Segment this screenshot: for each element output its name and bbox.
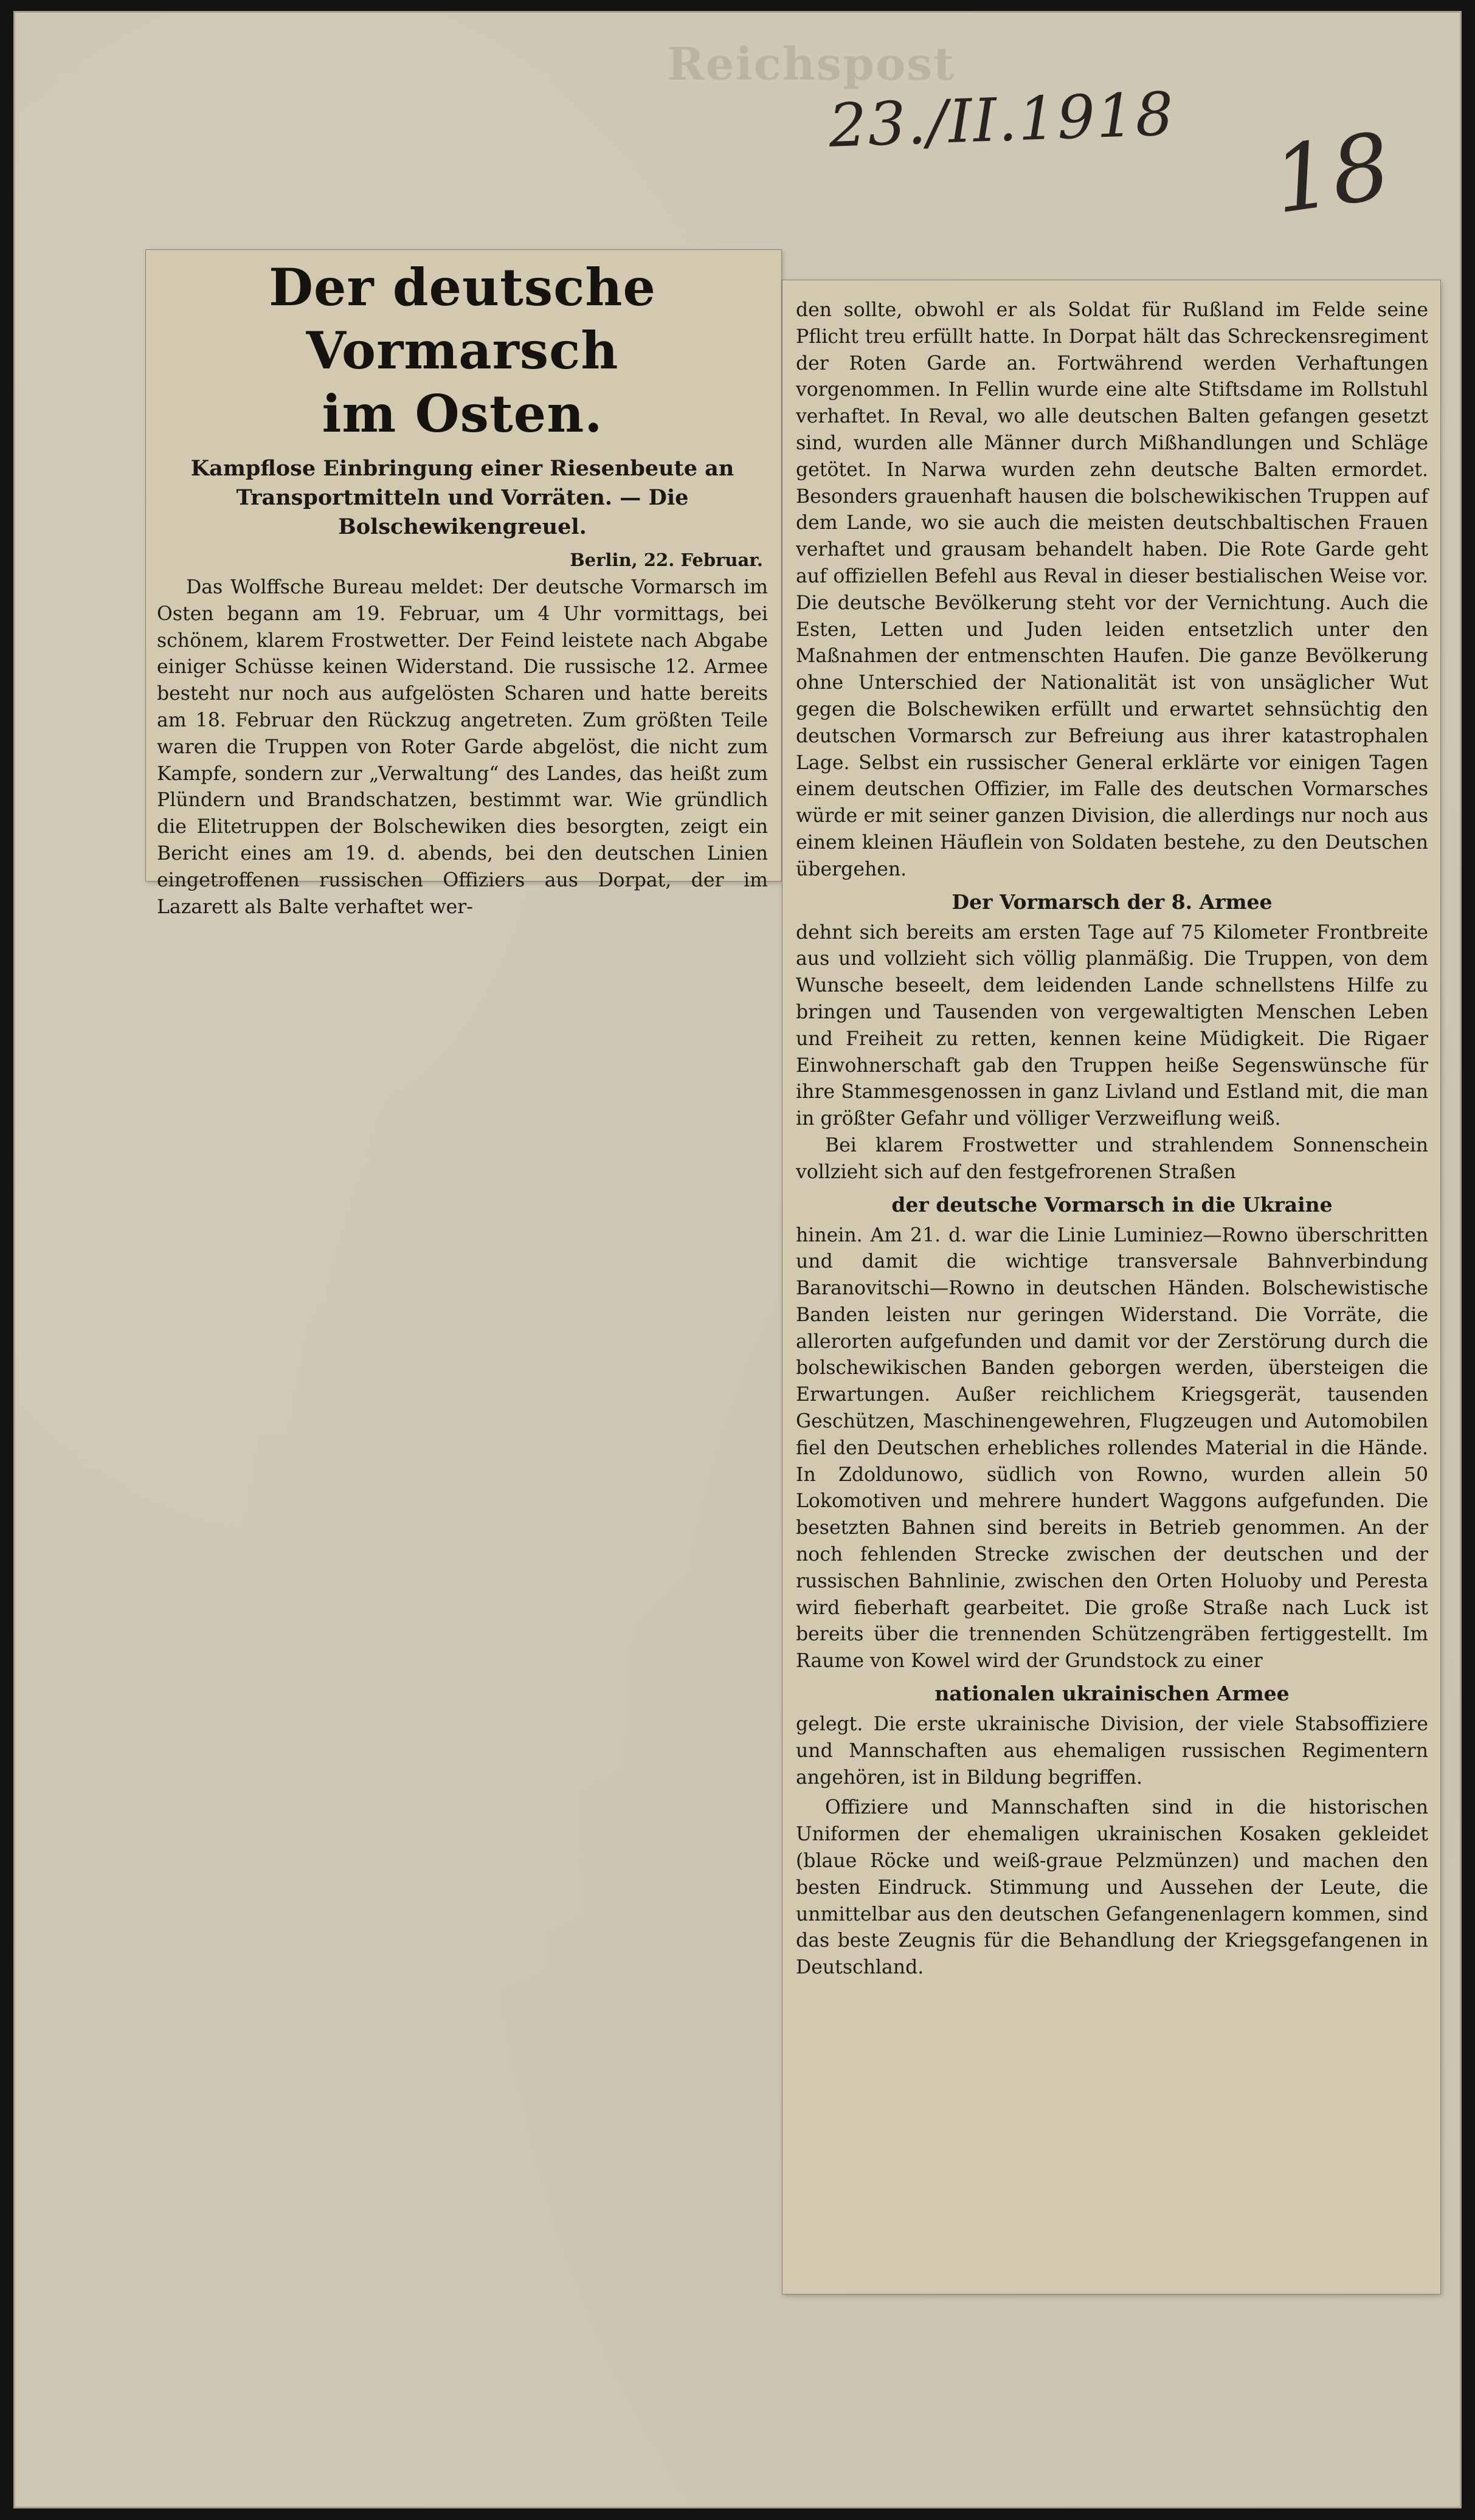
- headline-line-2: im Osten.: [322, 384, 603, 444]
- paragraph-col2-6: Offiziere und Mannschaften sind in die historischen Uniformen der ehemaligen ukrainischen Kosaken gekleidet (blaue Röcke und weiß-graue Pelzmünzen) und machen den besten Eindruck. Stimmung und Aussehen der Leute, die unmittelbar aus den deutschen Gefangenenlagern kommen, sind das beste Zeugnis für die Behandlung der Kriegsgefangenen in Deutschland.: [796, 1797, 1428, 1979]
- clipping-left-column: [146, 250, 781, 918]
- paragraph-col1-1: Das Wolffsche Bureau meldet: Der deutsche Vormarsch im Osten begann am 19. Februar, um 4 Uhr vormittags, bei schönem, klarem Frostwetter. Der Feind leistete nach Abgabe einiger Schüsse keinen Widerstand. Die russische 12. Armee besteht nur noch aus aufgelösten Scharen und hatte bereits am 18. Februar den Rückzug angetreten. Zum größten Teile waren die Truppen von Roter Garde abgelöst, die nicht zum Kampfe, sondern zur „Verwaltung“ des Landes, das heißt zum Plündern und Brandschatzen, bestimmt war. Wie gründlich die Elitetruppen der Bolschewiken dies besorgten, zeigt ein Bericht eines am 19. d. abends, bei den deutschen Linien eingetroffenen russischen Offiziers aus Dorpat, der im Lazarett als Balte verhaftet wer-: [157, 576, 768, 918]
- paragraph-col2-3: Bei klarem Frostwetter und strahlendem Sonnenschein vollzieht sich auf den festgefrorenen Straßen: [796, 1134, 1428, 1183]
- section-heading-ukraine: der deutsche Vormarsch in die Ukraine: [891, 1192, 1333, 1217]
- newspaper-stamp: Reichspost: [667, 38, 956, 91]
- clipping-right-column: [782, 280, 1440, 2294]
- handwritten-date: 23./II.1918: [827, 80, 1176, 161]
- article-subheadline: Kampflose Einbringung einer Riesenbeute an Transportmitteln und Vorräten. — Die Bolschewikengreuel.: [190, 456, 734, 539]
- article-dateline: Berlin, 22. Februar.: [570, 550, 763, 570]
- paragraph-col2-4: hinein. Am 21. d. war die Linie Luminiez—Rowno überschritten und damit die wichtige transversale Bahnverbindung Baranovitschi—Rowno in deutschen Händen. Bolschewistische Banden leisten nur geringen Widerstand. Die Vorräte, die allerorten aufgefunden und damit vor der Zerstörung durch die bolschewikischen Banden geborgen werden, übersteigen die Erwartungen. Außer reichlichem Kriegsgerät, tausenden Geschützen, Maschinengewehren, Flugzeugen und Automobilen fiel den Deutschen erhebliches rollendes Material in die Hände. In Zdoldunowo, südlich von Rowno, wurden allein 50 Lokomotiven und mehrere hundert Waggons aufgefunden. Die besetzten Bahnen sind bereits in Betrieb genommen. An der noch fehlenden Strecke zwischen der deutschen und der russischen Bahnlinie, zwischen den Orten Holuoby und Peresta wird fieberhaft gearbeitet. Die große Straße nach Luck ist bereits über die trennenden Schützengräben fertiggestellt. Im Raume von Kowel wird der Grundstock zu einer: [796, 1224, 1428, 1673]
- paragraph-col2-2: dehnt sich bereits am ersten Tage auf 75 Kilometer Frontbreite aus und vollzieht sich völlig planmäßig. Die Truppen, von dem Wunsche beseelt, dem leidenden Lande schnellstens Hilfe zu bringen und Tausenden von vergewaltigten Menschen Leben und Freiheit zu retten, kennen keine Müdigkeit. Die Rigaer Einwohnerschaft gab den Truppen heiße Segenswünsche für ihre Stammesgenossen in ganz Livland und Estland mit, die man in größter Gefahr und völliger Verzweiflung weiß.: [796, 921, 1428, 1130]
- handwritten-folio-number: 18: [1266, 113, 1397, 235]
- paragraph-col2-1: den sollte, obwohl er als Soldat für Rußland im Felde seine Pflicht treu erfüllt hatte. In Dorpat hält das Schreckensregiment der Roten Garde an. Fortwährend werden Verhaftungen vorgenommen. In Fellin wurde eine alte Stiftsdame im Rollstuhl verhaftet. In Reval, wo alle deutschen Balten gefangen gesetzt sind, wurden alle Männer durch Mißhandlungen und Schläge getötet. In Narwa wurden zehn deutsche Balten ermordet. Besonders grauenhaft hausen die bolschewikischen Truppen auf dem Lande, wo sie auch die meisten deutschbaltischen Frauen verhaftet und grausam behandelt haben. Die Rote Garde geht auf offiziellen Befehl aus Reval in dieser bestialischen Weise vor. Die deutsche Bevölkerung steht vor der Vernichtung. Auch die Esten, Letten und Juden leiden entsetzlich unter den Maßnahmen der entmenschten Haufen. Die ganze Bevölkerung ohne Unterschied der Nationalität ist von unsäglicher Wut gegen die Bolschewiken erfüllt und erwartet sehnsüchtig den deutschen Vormarsch zur Befreiung aus ihrer katastrophalen Lage. Selbst ein russischer General erklärte vor einigen Tagen einem deutschen Offizier, im Falle des deutschen Vormarsches würde er mit seiner ganzen Division, die allerdings nur noch aus einem kleinen Häuflein von Soldaten bestehe, zu den Deutschen übergehen.: [796, 299, 1428, 880]
- section-heading-8th-army: Der Vormarsch der 8. Armee: [952, 889, 1273, 914]
- section-heading-ukrainian-army: nationalen ukrainischen Armee: [934, 1682, 1290, 1706]
- article-headline: [157, 256, 768, 446]
- archive-sheet: [13, 11, 1462, 2508]
- headline-line-1: Der deutsche Vormarsch: [269, 257, 656, 381]
- paragraph-col2-5: gelegt. Die erste ukrainische Division, der viele Stabsoffiziere und Mannschaften aus ehemaligen russischen Regimentern angehören, ist in Bildung begriffen.: [796, 1713, 1428, 1789]
